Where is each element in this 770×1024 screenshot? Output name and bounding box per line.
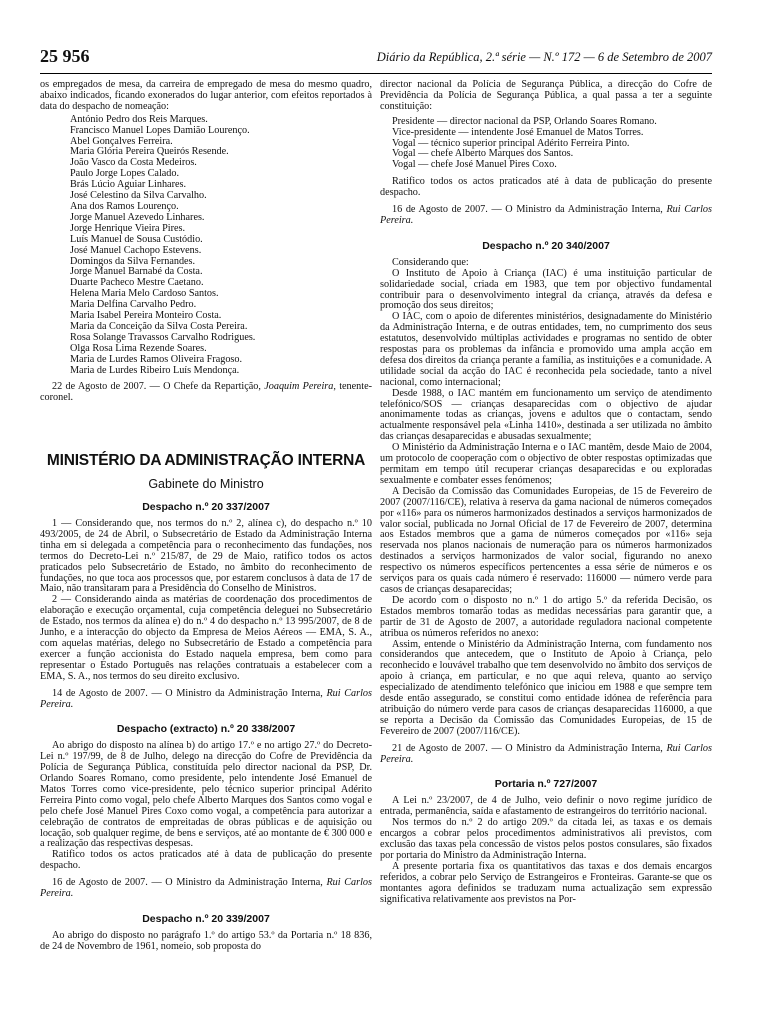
name-item: Francisco Manuel Lopes Damião Lourenço. [70, 124, 250, 136]
name-item: Abel Gonçalves Ferreira. [70, 135, 173, 147]
name-item: Jorge Manuel Barnabé da Costa. [70, 266, 203, 278]
despacho-337-para-1: 1 — Considerando que, nos termos do n.º 2, alínea c), do despacho n.º 10 493/2005, de 24 de Abril, o Subsecretário de Estado da Administração Interna tinha em si delegada a competência para o reconhecimento das fundações, nos termos do Decreto-Lei n.º 215/87, de 29 de Maio, ratifico todos os actos praticados pelo Subsecretário de Estado, no âmbito do reconhecimento de fundações, no que toca aos processos que, por estarem conclusos à data de 17 de Maio, não transitaram para a Presidência do Conselho de Ministros. [40, 518, 372, 595]
name-item: Domingos da Silva Fernandes. [70, 255, 196, 267]
name-item: Olga Rosa Lima Rezende Soares. [70, 342, 207, 354]
journal-header: Diário da República, 2.ª série — N.º 172 — 6 de Setembro de 2007 [376, 50, 712, 64]
member-item: Vogal — chefe José Manuel Pires Coxo. [392, 159, 557, 171]
despacho-337-para-2: 2 — Considerando ainda as matérias de coordenação dos procedimentos de elaboração e execução orçamental, cuja competência deleguei no Subsecretário de Estado, nos termos da alínea e) do n.º 4 do despacho n.º 13 995/2007, de 8 de Junho, e a interacção do objecto da Empresa de Meios Aéreos — EMA, S. A., com aquelas matérias, delego no Subsecretário de Estado a competência para exercer a função accionista do Estado naquela empresa, bem como para representar o Estado Português nas relações contratuais a estabelecer com a EMA, S. A., nos termos do seu direito exclusivo. [40, 594, 372, 682]
name-item: Rosa Solange Travassos Carvalho Rodrigues. [70, 331, 256, 343]
name-item: Maria de Lurdes Ribeiro Luís Mendonça. [70, 364, 240, 376]
name-item: Jorge Manuel Azevedo Linhares. [70, 211, 205, 223]
despacho-339-para-1: Ao abrigo do disposto no parágrafo 1.º do artigo 53.º da Portaria n.º 18 836, de 24 de Novembro de 1961, nomeio, sob proposta do [40, 929, 372, 952]
despacho-337-title: Despacho n.º 20 337/2007 [142, 501, 270, 514]
despacho-338-title: Despacho (extracto) n.º 20 338/2007 [116, 723, 296, 736]
name-item: António Pedro dos Reis Marques. [70, 113, 208, 125]
page-number: 25 956 [40, 46, 90, 66]
names-list [40, 115, 372, 377]
despacho-340-paragraph: Desde 1988, o IAC mantém em funcionamento um serviço de atendimento telefónico/SOS — crianças desaparecidas com o objectivo de ajudar anonimamente todas as crianças, jovens e adultos que o contactam, sendo actualmente responsável pela «Linha 1410», destinada a ser utilizada no âmbito das crianças desaparecidas e abusadas sexualmente; [380, 387, 712, 443]
name-item: José Celestino da Silva Carvalho. [70, 190, 207, 202]
despacho-339-signature: 16 de Agosto de 2007. — O Ministro da Administração Interna, Rui Carlos Pereira. [380, 204, 712, 226]
name-item: Jorge Henrique Vieira Pires. [70, 222, 186, 234]
name-item: Luís Manuel de Sousa Custódio. [70, 233, 203, 245]
despacho-337-signature: 14 de Agosto de 2007. — O Ministro da Administração Interna, Rui Carlos Pereira. [40, 687, 372, 710]
ministry-heading: MINISTÉRIO DA ADMINISTRAÇÃO INTERNA [46, 452, 366, 470]
name-item: Maria Glória Pereira Queirós Resende. [70, 146, 229, 158]
despacho-338-signature: 16 de Agosto de 2007. — O Ministro da Administração Interna, Rui Carlos Pereira. [40, 877, 372, 900]
office-heading: Gabinete do Ministro [148, 477, 264, 492]
name-item: Maria Delfina Carvalho Pedro. [70, 299, 197, 311]
name-item: Ana dos Ramos Lourenço. [70, 200, 179, 212]
name-item: Maria da Conceição da Silva Costa Pereira. [70, 320, 248, 332]
portaria-727-paragraph: Nos termos do n.º 2 do artigo 209.º da citada lei, as taxas e os demais encargos a cobrar pelos procedimentos administrativos ali previstos, com exclusão das taxas pela concessão de vistos pelos postos consulares, são fixados por portaria do Ministro da Administração Interna. [380, 817, 712, 861]
member-item: Vogal — chefe Alberto Marques dos Santos. [392, 148, 574, 160]
despacho-340-paragraph: Considerando que: [392, 256, 469, 268]
portaria-727-paragraph: A presente portaria fixa os quantitativos das taxas e dos demais encargos referidos, a cobrar pelo Serviço de Estrangeiros e Fronteiras. Garante-se que os montantes agora definidos se traduzam numa actualização sem expressão significativa relativamente aos previstos na Por- [380, 860, 712, 905]
name-item: Maria Isabel Pereira Monteiro Costa. [70, 310, 222, 322]
name-item: Helena Maria Melo Cardoso Santos. [70, 288, 219, 300]
portaria-727-paragraph: A Lei n.º 23/2007, de 4 de Julho, veio definir o novo regime jurídico de entrada, permanência, saída e afastamento de estrangeiros do território nacional. [380, 795, 712, 818]
name-item: Paulo Jorge Lopes Calado. [70, 168, 180, 180]
members-list [380, 117, 712, 172]
member-item: Vice-presidente — intendente José Emanuel de Matos Torres. [392, 126, 644, 138]
page-header [40, 46, 712, 70]
name-item: José Manuel Cachopo Estevens. [70, 244, 202, 256]
despacho-340-paragraph: O Ministério da Administração Interna e o IAC mantêm, desde Maio de 2004, um protocolo de cooperação com o objectivo de obter respostas optimizadas que permitam em tempo útil recuperar crianças desaparecidas e ou exploradas sexualmente e combater esses fenómenos; [380, 442, 712, 486]
right-column [380, 80, 712, 905]
despacho-339-title: Despacho n.º 20 339/2007 [142, 913, 270, 925]
portaria-727-title: Portaria n.º 727/2007 [494, 778, 598, 791]
portaria-727-body [380, 796, 712, 905]
name-item: Brás Lúcio Aguiar Linhares. [70, 179, 186, 191]
member-item: Vogal — técnico superior principal Adérito Ferreira Pinto. [392, 137, 630, 149]
despacho-340-body [380, 258, 712, 738]
intro-paragraph: os empregados de mesa, da carreira de empregado de mesa do mesmo quadro, abaixo indicados, ficando exonerados do lugar anterior, com efeitos reportados à data do despacho de nomeação: [40, 79, 372, 112]
despacho-340-paragraph: O IAC, com o apoio de diferentes ministérios, designadamente do Ministério da Administração Interna, e de outras entidades, tem, no cumprimento dos seus estatutos, desenvolvido múltiplas actividades e programas no sentido de obter respostas para os problemas da infância e promovido uma ampla acção em defesa dos direitos da criança perante a família, as instituições e a comunidade. A utilidade social da acção do IAC é reconhecida pela sociedade, tanto a nível nacional, como internacional; [380, 311, 712, 388]
header-rule [40, 73, 712, 74]
left-column [40, 80, 372, 953]
despacho-338-para-1: Ao abrigo do disposto na alínea b) do artigo 17.º e no artigo 27.º do Decreto-Lei n.º 197/99, de 8 de Julho, delego na direcção do Cofre de Previdência da Polícia de Segurança Pública, constituída pelo director nacional da PSP, Dr. Orlando Soares Romano, como presidente, pelo intendente José Emanuel de Matos Torres como vice-presidente, pelo técnico superior principal Adérito Ferreira Pinto como vogal, pelo chefe Alberto Marques dos Santos como vogal e pelo chefe José Manuel Pires Coxo como vogal, a competência para autorizar a celebração de contratos de empreitadas de obras públicas e de aquisição ou locação, sob qualquer regime, de bens e serviços, até ao montante de € 300 000 e a realização das respectivas despesas. [40, 740, 372, 850]
despacho-339-ratify: Ratifico todos os actos praticados até à data de publicação do presente despacho. [380, 176, 712, 199]
closing-signature: 22 de Agosto de 2007. — O Chefe da Repartição, Joaquim Pereira, tenente-coronel. [40, 381, 372, 404]
despacho-340-signature: 21 de Agosto de 2007. — O Ministro da Administração Interna, Rui Carlos Pereira. [380, 742, 712, 765]
despacho-340-paragraph: De acordo com o disposto no n.º 1 do artigo 5.º da referida Decisão, os Estados membros tomarão todas as medidas necessárias para garantir que, a partir de 31 de Agosto de 2007, a autoridade reguladora nacional competente atribua os números referidos no anexo: [380, 594, 712, 639]
despacho-339-continuation: director nacional da Polícia de Segurança Pública, a direcção do Cofre de Previdência da Polícia de Segurança Pública, a qual passa a ter a seguinte constituição: [380, 79, 712, 112]
name-item: Duarte Pacheco Mestre Caetano. [70, 277, 204, 289]
name-item: Maria de Lurdes Ramos Oliveira Fragoso. [70, 353, 243, 365]
despacho-340-title: Despacho n.º 20 340/2007 [482, 239, 610, 252]
member-item: Presidente — director nacional da PSP, Orlando Soares Romano. [392, 115, 657, 127]
despacho-340-paragraph: O Instituto de Apoio à Criança (IAC) é uma instituição particular de solidariedade social, criada em 1983, que tem por objectivo fundamental contribuir para o desenvolvimento integral da criança, através da defesa e promoção dos seus direitos; [380, 267, 712, 312]
name-item: João Vasco da Costa Medeiros. [70, 157, 197, 169]
despacho-338-para-2: Ratifico todos os actos praticados até à data de publicação do presente despacho. [40, 849, 372, 872]
despacho-340-paragraph: Assim, entende o Ministério da Administração Interna, com fundamento nos considerandos que antecedem, que o Instituto de Apoio à Criança, pelo reconhecido e louvável trabalho que tem desenvolvido no âmbito dos serviços de apoio à criança, em particular, e no que aqui releva, quanto ao serviço especializado de atendimento telefónico que iniciou em 1988 e que sempre tem desde então assegurado, se constitui como entidade idónea de referência para atribuição do número verde para casos de crianças desaparecidas 116000, a que se reporta a Decisão da Comissão das Comunidades Europeias, de 15 de Fevereiro de 2007 (2007/116/CE). [380, 638, 712, 737]
despacho-340-paragraph: A Decisão da Comissão das Comunidades Europeias, de 15 de Fevereiro de 2007 (2007/116/CE), relativa à reserva da gama nacional de números começados por «116» para os números harmonizados destinados a serviços harmonizados de valor social, publicada no Jornal Oficial de 17 de Fevereiro de 2007, determina aos Estados membros que a gama de números começados por «116» seja reservada nos planos nacionais de numeração para os números harmonizados destinados a serviços harmonizados de valor social, figurando no anexo respectivo os números específicos pertencentes a essa série de números e os serviços para os quais cada número é reservado: 116000 — número verde para casos de crianças desaparecidas; [380, 485, 712, 595]
